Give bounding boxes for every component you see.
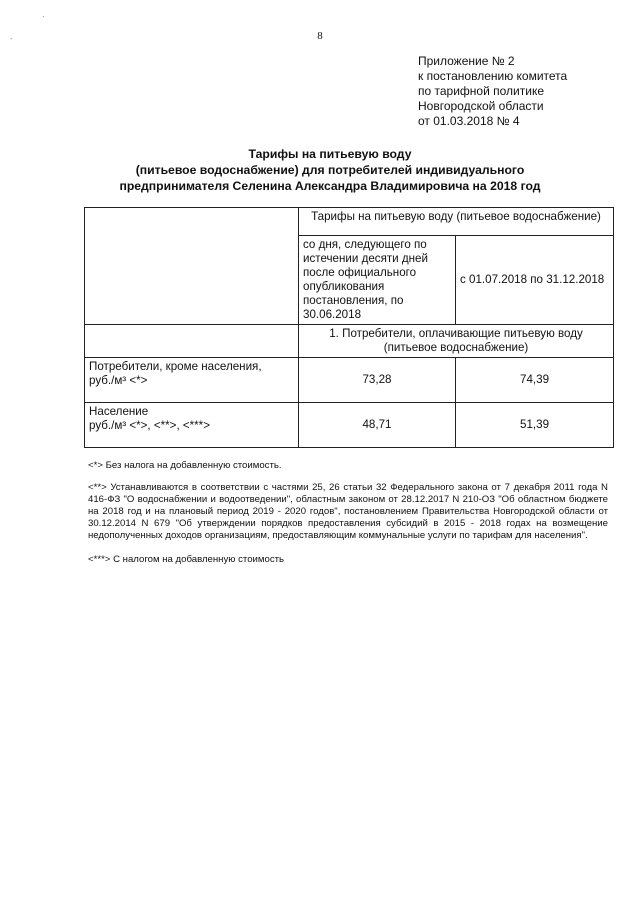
page-number: 8 [317, 30, 323, 42]
section-empty-cell [85, 325, 299, 358]
footnote-2: <**> Устанавливаются в соответствии с частями 25, 26 статьи 32 Федерального закона от 7 декабря 2011 года N 416-ФЗ "О водоснабжении и водоотведении", областным законом от 28.12.2017 N 210-ОЗ "Об областном бюджете на 2018 год и на плановый период 2019 - 2020 годов", постановлением Правительства Новгородской области от 30.12.2014 N 679 "Об утверждении порядков предоставления субсидий в 2015 - 2018 годах на возмещение недополученных доходов организациям, предоставляющим коммунальные услуги по тарифам для населения". [88, 482, 608, 541]
row-label-line: Население [89, 405, 149, 418]
document-title [60, 146, 600, 194]
title-line: Тарифы на питьевую воду [248, 147, 412, 161]
tariff-value: 73,28 [299, 358, 456, 403]
tariff-value: 51,39 [456, 403, 614, 448]
title-line: (питьевое водоснабжение) для потребителей индивидуального [135, 163, 525, 177]
appendix-line: по тарифной политике [418, 84, 544, 98]
footnote-1: <*> Без налога на добавленную стоимость. [88, 460, 282, 471]
appendix-line: Новгородской области [418, 99, 544, 113]
footnotes [88, 460, 608, 566]
table-corner-cell [85, 208, 299, 325]
row-label [85, 358, 299, 403]
scan-mark: · [42, 12, 45, 21]
scan-mark: - [10, 34, 13, 43]
header-period-2: с 01.07.2018 по 31.12.2018 [456, 236, 614, 325]
table-row [85, 403, 614, 448]
section-header: 1. Потребители, оплачивающие питьевую воду (питьевое водоснабжение) [299, 325, 614, 358]
appendix-line: Приложение № 2 [418, 54, 515, 68]
row-label-line: руб./м³ <*>, <**>, <***> [89, 419, 210, 432]
row-label [85, 403, 299, 448]
tariff-table [84, 207, 614, 448]
appendix-line: к постановлению комитета [418, 69, 568, 83]
row-label-line: Потребители, кроме населения, [89, 360, 262, 373]
appendix-line: от 01.03.2018 № 4 [418, 114, 520, 128]
tariff-value: 74,39 [456, 358, 614, 403]
table-row [85, 325, 614, 358]
footnote-3: <***> С налогом на добавленную стоимость [88, 554, 285, 565]
appendix-block [418, 54, 618, 129]
header-tariffs: Тарифы на питьевую воду (питьевое водоснабжение) [299, 208, 614, 236]
row-label-line: руб./м³ <*> [89, 374, 148, 387]
header-period-1: со дня, следующего по истечении десяти дней после официального опубликования постановления, по 30.06.2018 [299, 236, 456, 325]
title-line: предпринимателя Селенина Александра Владимировича на 2018 год [119, 179, 541, 193]
table-row [85, 358, 614, 403]
tariff-value: 48,71 [299, 403, 456, 448]
table-row [85, 208, 614, 236]
